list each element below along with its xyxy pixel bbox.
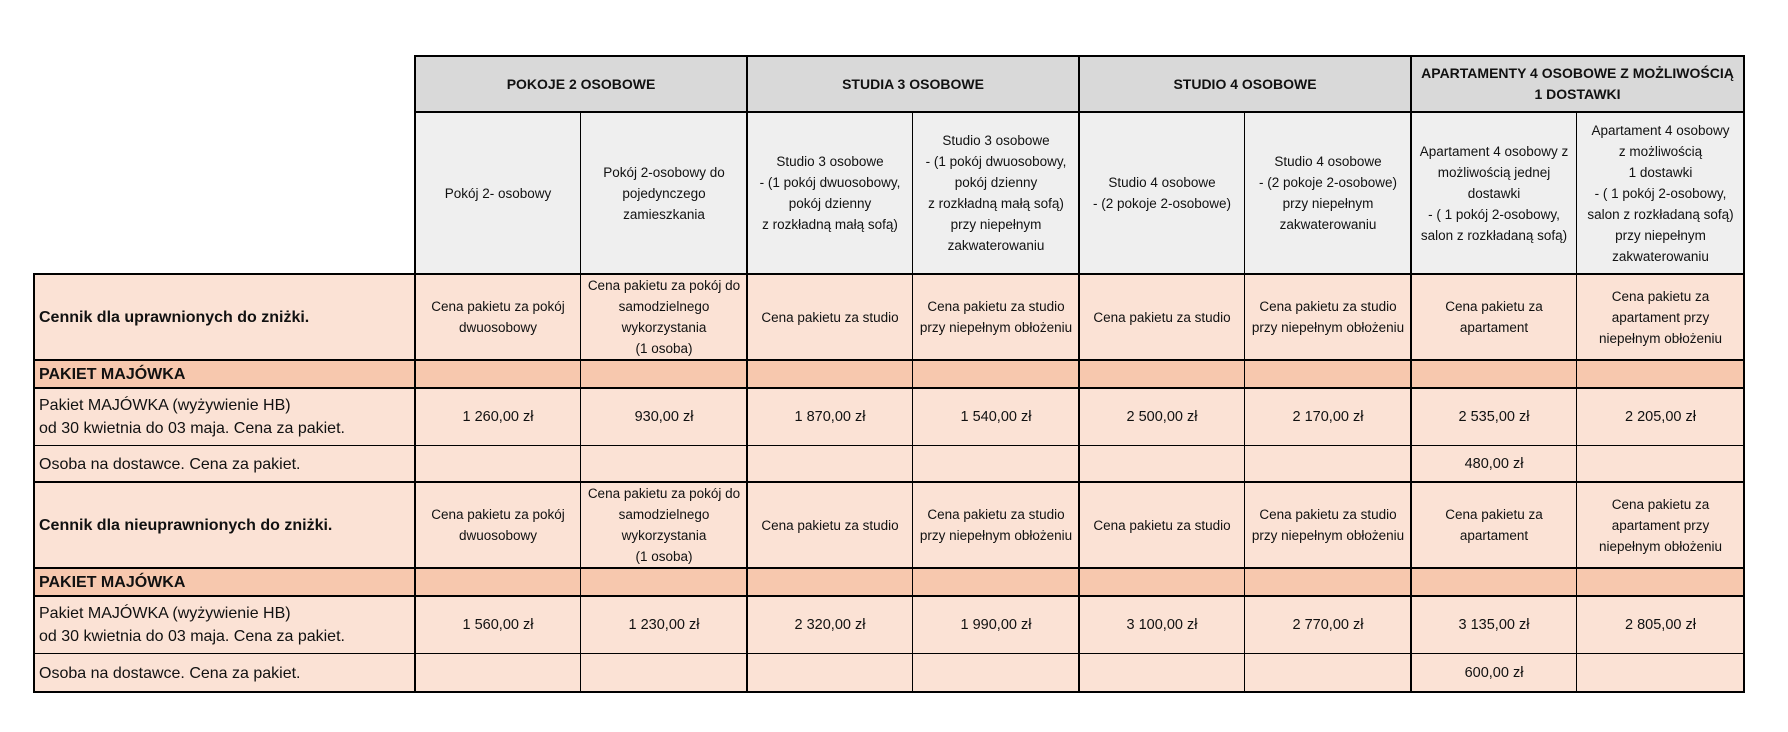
border-row-5: [33, 567, 1745, 569]
section2-desc-4: Cena pakietu za studio: [1079, 482, 1245, 568]
border-left: [33, 273, 35, 693]
section1-desc-0: Cena pakietu za pokój dwuosobowy: [415, 274, 581, 360]
group-header-studio-4: STUDIO 4 OSOBOWE: [1079, 56, 1411, 112]
group-header-pokoje-2: POKOJE 2 OSOBOWE: [415, 56, 747, 112]
section2-price-4: 3 100,00 zł: [1079, 596, 1245, 654]
section1-package-label: PAKIET MAJÓWKA: [34, 360, 415, 388]
section2-desc-0: Cena pakietu za pokój dwuosobowy: [415, 482, 581, 568]
section2-package-label: PAKIET MAJÓWKA: [34, 568, 415, 596]
section1-price-4: 2 500,00 zł: [1079, 388, 1245, 446]
border-col-6: [1410, 55, 1412, 693]
section1-price-0: 1 260,00 zł: [415, 388, 581, 446]
section2-desc-1: Cena pakietu za pokój do samodzielnego wykorzystania (1 osoba): [581, 482, 747, 568]
border-table-bottom: [33, 691, 1745, 693]
section1-price-1: 930,00 zł: [581, 388, 747, 446]
section1-desc-1: Cena pakietu za pokój do samodzielnego wykorzystania (1 osoba): [581, 274, 747, 360]
border-table-top: [33, 273, 1745, 275]
subheader-pokoj-2: Pokój 2- osobowy: [415, 112, 581, 274]
section2-desc-7: Cena pakietu za apartament przy niepełnym obłożeniu: [1577, 482, 1744, 568]
subheader-studio-3-partial: Studio 3 osobowe - (1 pokój dwuosobowy, pokój dzienny z rozkładną małą sofą) przy niepełnym zakwaterowaniu: [913, 112, 1079, 274]
section2-price-1: 1 230,00 zł: [581, 596, 747, 654]
section1-price-5: 2 170,00 zł: [1245, 388, 1411, 446]
section2-extra-price: 600,00 zł: [1411, 654, 1577, 692]
section1-extra-price: 480,00 zł: [1411, 446, 1577, 482]
border-row-7: [33, 653, 1745, 654]
group-header-studia-3: STUDIA 3 OSOBOWE: [747, 56, 1079, 112]
section2-extra-empty: [415, 654, 1411, 692]
section2-price-7: 2 805,00 zł: [1577, 596, 1744, 654]
border-col-4: [1078, 55, 1080, 693]
section1-desc-3: Cena pakietu za studio przy niepełnym obłożeniu: [913, 274, 1079, 360]
section2-price-0: 1 560,00 zł: [415, 596, 581, 654]
section2-price-5: 2 770,00 zł: [1245, 596, 1411, 654]
section1-price-6: 2 535,00 zł: [1411, 388, 1577, 446]
group-header-apartamenty-4: APARTAMENTY 4 OSOBOWE Z MOŻLIWOŚCIĄ 1 DOSTAWKI: [1411, 56, 1744, 112]
section1-package-row-label: Pakiet MAJÓWKA (wyżywienie HB) od 30 kwietnia do 03 maja. Cena za pakiet.: [34, 388, 415, 446]
section2-desc-3: Cena pakietu za studio przy niepełnym obłożeniu: [913, 482, 1079, 568]
border-col-3: [912, 112, 913, 693]
border-col-1: [580, 112, 581, 693]
section1-desc-5: Cena pakietu za studio przy niepełnym obłożeniu: [1245, 274, 1411, 360]
subheader-pokoj-2-single: Pokój 2-osobowy do pojedynczego zamieszkania: [581, 112, 747, 274]
section1-price-2: 1 870,00 zł: [747, 388, 913, 446]
border-right: [1743, 55, 1745, 693]
subheader-studio-4-partial: Studio 4 osobowe - (2 pokoje 2-osobowe) przy niepełnym zakwaterowaniu: [1245, 112, 1411, 274]
section1-extra-empty: [415, 446, 1411, 482]
subheader-apartament-4-partial: Apartament 4 osobowy z możliwością 1 dostawki - ( 1 pokój 2-osobowy, salon z rozkładaną sofą) przy niepełnym zakwaterowaniu: [1577, 112, 1744, 274]
section1-desc-7: Cena pakietu za apartament przy niepełnym obłożeniu: [1577, 274, 1744, 360]
border-row-3: [33, 445, 1745, 446]
section2-label: Cennik dla nieuprawnionych do zniżki.: [34, 482, 415, 568]
subheader-studio-4: Studio 4 osobowe - (2 pokoje 2-osobowe): [1079, 112, 1245, 274]
section2-desc-5: Cena pakietu za studio przy niepełnym obłożeniu: [1245, 482, 1411, 568]
subheader-apartament-4: Apartament 4 osobowy z możliwością jednej dostawki - ( 1 pokój 2-osobowy, salon z rozkładaną sofą): [1411, 112, 1577, 274]
section2-price-3: 1 990,00 zł: [913, 596, 1079, 654]
section1-desc-6: Cena pakietu za apartament: [1411, 274, 1577, 360]
border-col-2: [746, 55, 748, 693]
section2-price-6: 3 135,00 zł: [1411, 596, 1577, 654]
section1-desc-4: Cena pakietu za studio: [1079, 274, 1245, 360]
section1-label: Cennik dla uprawnionych do zniżki.: [34, 274, 415, 360]
section1-price-7: 2 205,00 zł: [1577, 388, 1744, 446]
section1-price-3: 1 540,00 zł: [913, 388, 1079, 446]
section2-extra-label: Osoba na dostawce. Cena za pakiet.: [34, 654, 415, 692]
border-row-2: [33, 387, 1745, 389]
border-col-label: [414, 55, 416, 693]
subheader-studio-3: Studio 3 osobowe - (1 pokój dwuosobowy, pokój dzienny z rozkładną małą sofą): [747, 112, 913, 274]
section1-desc-2: Cena pakietu za studio: [747, 274, 913, 360]
border-col-5: [1244, 112, 1245, 693]
border-row-1: [33, 359, 1745, 361]
section2-desc-2: Cena pakietu za studio: [747, 482, 913, 568]
border-col-7: [1576, 112, 1577, 693]
section1-extra-label: Osoba na dostawce. Cena za pakiet.: [34, 446, 415, 482]
section2-extra-empty-last: [1577, 654, 1744, 692]
section2-desc-6: Cena pakietu za apartament: [1411, 482, 1577, 568]
border-row-6: [33, 595, 1745, 597]
section2-price-2: 2 320,00 zł: [747, 596, 913, 654]
section1-extra-empty-last: [1577, 446, 1744, 482]
section2-package-row-label: Pakiet MAJÓWKA (wyżywienie HB) od 30 kwietnia do 03 maja. Cena za pakiet.: [34, 596, 415, 654]
border-row-4: [33, 481, 1745, 483]
